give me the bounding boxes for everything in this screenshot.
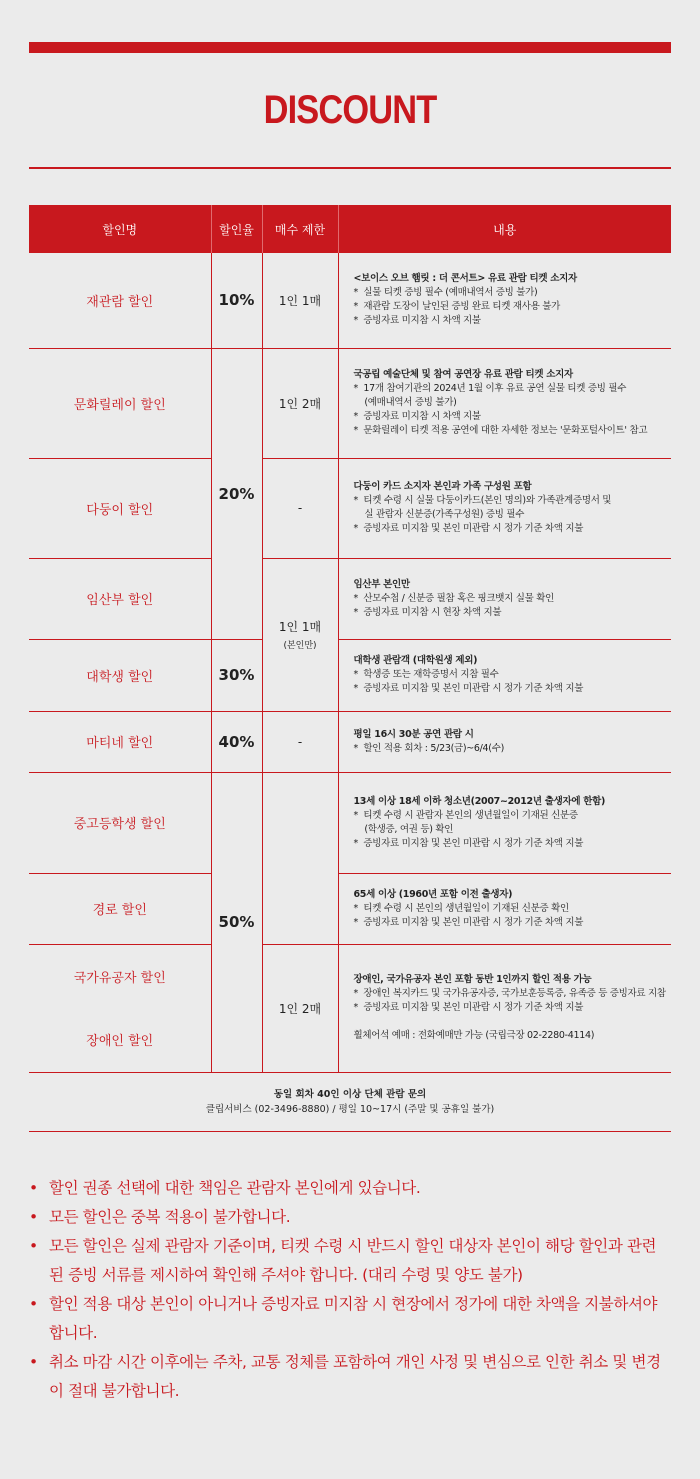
ticket-limit-note: (본인만) [283, 641, 317, 651]
group-inquiry-contact: 클립서비스 (02-3496-8880) / 평일 10~17시 (주말 및 공휴일 불가) [205, 1103, 495, 1115]
group-inquiry-row [29, 1072, 671, 1131]
details-line: * 할인 적용 회차 : 5/23(금)~6/4(수) [353, 742, 504, 754]
details-line: * 티켓 수령 시 관람자 본인의 생년월일이 기재된 신분증 [353, 809, 578, 821]
details-title: 임산부 본인만 [353, 578, 410, 590]
details-line: (예매내역서 증빙 불가) [353, 397, 457, 408]
discount-table [29, 205, 671, 1132]
notice-item: • 취소 마감 시간 이후에는 주차, 교통 정체를 포함하여 개인 사정 및 변심으로 인한 취소 및 변경이 절대 불가합니다. [29, 1348, 669, 1406]
details-title: 평일 16시 30분 공연 관람 시 [353, 728, 474, 740]
details-line: * 증빙자료 미지참 시 차액 지불 [353, 315, 481, 327]
details-line: * 증빙자료 미지참 및 본인 미관람 시 정가 기준 차액 지불 [353, 837, 584, 849]
details-line: * 산모수첩 / 신분증 필참 혹은 핑크뱃지 실물 확인 [353, 592, 554, 604]
discount-name: 경로 할인 [29, 873, 211, 944]
notice-item: • 할인 적용 대상 본인이 아니거나 증빙자료 미지참 시 현장에서 정가에 대한 차액을 지불하셔야 합니다. [29, 1290, 669, 1348]
discount-details [338, 558, 671, 639]
table-row [29, 253, 671, 348]
notice-list [29, 1174, 669, 1406]
header-ticket-limit: 매수 제한 [262, 205, 338, 253]
details-line: * 실물 티켓 증빙 필수 (예매내역서 증빙 불가) [353, 287, 538, 299]
details-line: * 증빙자료 미지참 및 본인 미관람 시 정가 기준 차액 지불 [353, 916, 584, 928]
discount-name: 대학생 할인 [29, 639, 211, 711]
ticket-limit [262, 558, 338, 711]
discount-details [338, 772, 671, 873]
ticket-limit [262, 772, 338, 944]
top-divider-bar [29, 42, 671, 53]
notice-item: • 모든 할인은 실제 관람자 기준이며, 티켓 수령 시 반드시 할인 대상자 본인이 해당 할인과 관련된 증빙 서류를 제시하여 확인해 주셔야 합니다. (대리 수령 및 양도 불가) [29, 1232, 669, 1290]
discount-name: 재관람 할인 [29, 253, 211, 348]
details-title: <보이스 오브 햄릿 : 더 콘서트> 유료 관람 티켓 소지자 [353, 273, 577, 285]
ticket-limit: 1인 1매 [262, 253, 338, 348]
table-row [29, 873, 671, 944]
details-title: 65세 이상 (1960년 포함 이전 출생자) [353, 888, 513, 900]
discount-name: 임산부 할인 [29, 558, 211, 639]
details-line: * 장애인 복지카드 및 국가유공자증, 국가보훈등록증, 유족증 등 증빙자료 지참 [353, 988, 666, 999]
discount-details [338, 458, 671, 558]
table-row [29, 711, 671, 772]
details-line: * 학생증 또는 재학증명서 지참 필수 [353, 669, 499, 680]
discount-name: 국가유공자 할인 [29, 944, 211, 1008]
details-title: 대학생 관람객 (대학원생 제외) [353, 655, 478, 666]
discount-name: 마티네 할인 [29, 711, 211, 772]
table-header-row [29, 205, 671, 253]
ticket-limit: - [262, 711, 338, 772]
ticket-limit: - [262, 458, 338, 558]
notice-item: • 모든 할인은 중복 적용이 불가합니다. [29, 1203, 669, 1232]
details-line: * 티켓 수령 시 실물 다둥이카드(본인 명의)와 가족관계증명서 및 [353, 495, 612, 506]
table-row [29, 772, 671, 873]
details-line: * 증빙자료 미지참 시 현장 차액 지불 [353, 606, 502, 618]
title-divider [29, 167, 671, 169]
discount-rate: 30% [211, 639, 262, 711]
details-extra: 휠체어석 예매 : 전화예매만 가능 (국립극장 02-2280-4114) [353, 1030, 595, 1041]
details-line: * 17개 참여기관의 2024년 1월 이후 유료 공연 실물 티켓 증빙 필수 [353, 383, 627, 394]
discount-rate: 50% [211, 772, 262, 1072]
details-line: * 증빙자료 미지참 시 차액 지불 [353, 411, 481, 422]
header-discount-rate: 할인율 [211, 205, 262, 253]
group-inquiry [29, 1072, 671, 1131]
table-row [29, 348, 671, 458]
details-title: 국공립 예술단체 및 참여 공연장 유료 관람 티켓 소지자 [353, 369, 573, 380]
details-line: * 문화릴레이 티켓 적용 공연에 대한 자세한 정보는 '문화포털사이트' 참고 [353, 425, 648, 436]
details-line: * 재관람 도장이 날인된 증빙 완료 티켓 재사용 불가 [353, 301, 560, 313]
details-line: * 증빙자료 미지참 및 본인 미관람 시 정가 기준 차액 지불 [353, 683, 584, 694]
ticket-limit: 1인 2매 [262, 944, 338, 1072]
table-row [29, 458, 671, 558]
table-row [29, 558, 671, 639]
discount-details [338, 348, 671, 458]
discount-name: 중고등학생 할인 [29, 772, 211, 873]
discount-details [338, 873, 671, 944]
details-line: * 티켓 수령 시 본인의 생년월일이 기재된 신분증 확인 [353, 902, 569, 914]
details-line: (학생증, 여권 등) 확인 [353, 823, 454, 835]
discount-rate: 20% [211, 348, 262, 639]
discount-name: 문화릴레이 할인 [29, 348, 211, 458]
ticket-limit-value: 1인 1매 [278, 620, 322, 634]
details-title: 13세 이상 18세 이하 청소년(2007~2012년 출생자에 한함) [353, 795, 606, 807]
discount-details [338, 944, 671, 1072]
discount-name: 장애인 할인 [29, 1008, 211, 1072]
header-details: 내용 [338, 205, 671, 253]
group-inquiry-title: 동일 회차 40인 이상 단체 관람 문의 [273, 1088, 427, 1100]
details-line: 실 관람자 신분증(가족구성원) 증빙 필수 [353, 509, 525, 520]
table-row [29, 639, 671, 711]
page-title: DISCOUNT [263, 88, 437, 132]
header-discount-name: 할인명 [29, 205, 211, 253]
discount-name: 다둥이 할인 [29, 458, 211, 558]
discount-details [338, 711, 671, 772]
ticket-limit: 1인 2매 [262, 348, 338, 458]
details-title: 장애인, 국가유공자 본인 포함 동반 1인까지 할인 적용 가능 [353, 974, 592, 985]
notice-item: • 할인 권종 선택에 대한 책임은 관람자 본인에게 있습니다. [29, 1174, 669, 1203]
discount-rate: 10% [211, 253, 262, 348]
details-line: * 증빙자료 미지참 및 본인 미관람 시 정가 기준 차액 지불 [353, 1002, 584, 1013]
discount-details [338, 253, 671, 348]
details-title: 다둥이 카드 소지자 본인과 가족 구성원 포함 [353, 481, 532, 492]
discount-details [338, 639, 671, 711]
discount-rate: 40% [211, 711, 262, 772]
details-line: * 증빙자료 미지참 및 본인 미관람 시 정가 기준 차액 지불 [353, 523, 584, 534]
table-row [29, 944, 671, 1008]
